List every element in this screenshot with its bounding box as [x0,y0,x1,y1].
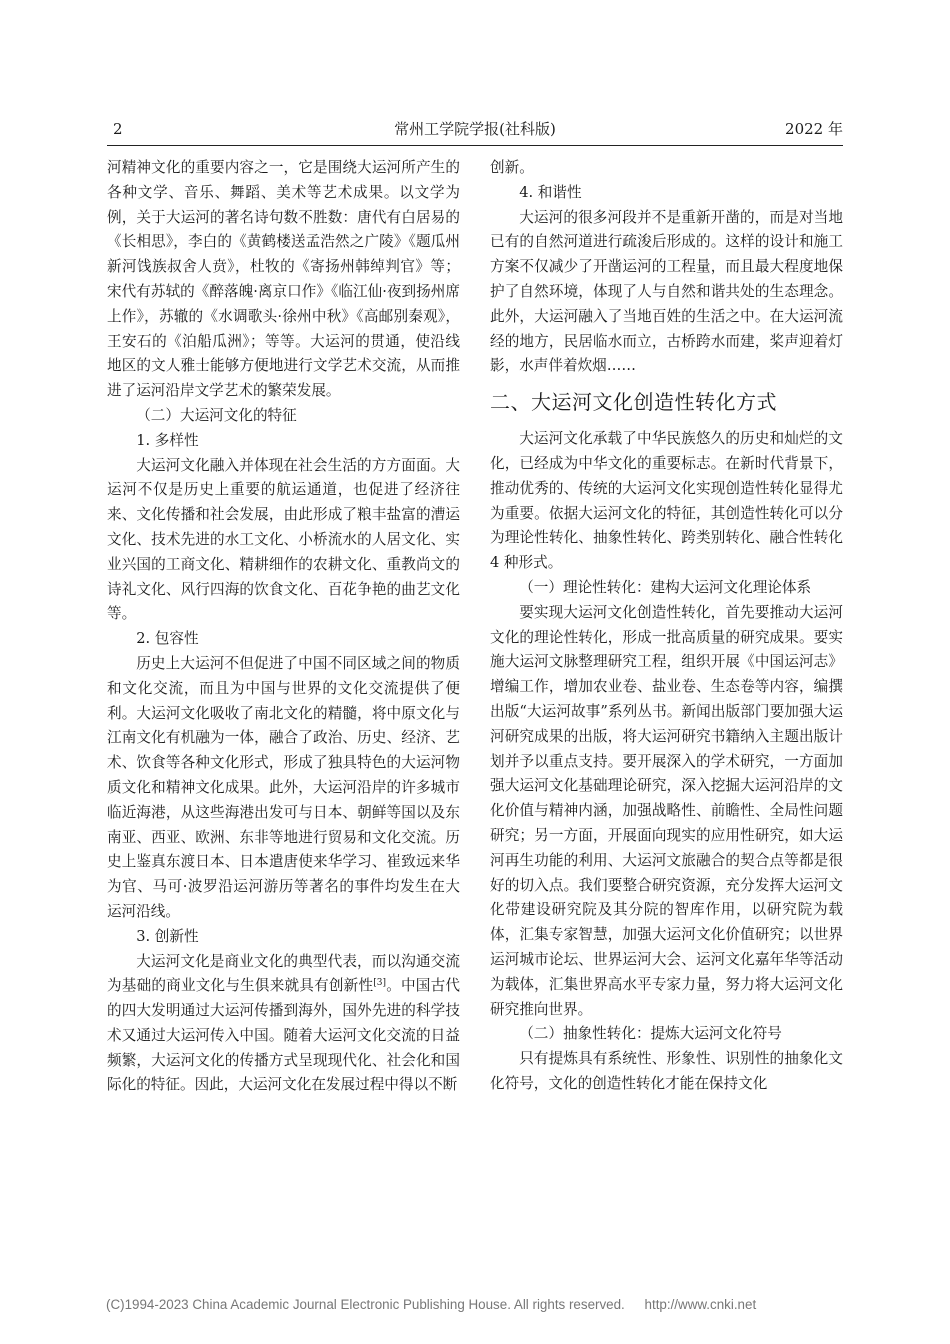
paragraph-innovation [107,950,460,1099]
paragraph-abstract: 只有提炼具有系统性、形象性、识别性的抽象化文化符号，文化的创造性转化才能在保持文化 [490,1050,843,1092]
journal-title: 常州工学院学报(社科版) [394,120,556,138]
paragraph-theory: 要实现大运河文化创造性转化，首先要推动大运河文化的理论性转化，形成一批高质量的研究成果。要实施大运河文脉整理研究工程，组织开展《中国运河志》增编工作，增加农业卷、盐业卷、生态卷等内容，编撰出版“大运河故事”系列丛书。新闻出版部门要加强大运河研究成果的出版，将大运河研究书籍纳入主题出版计划并予以重点支持。要开展深入的学术研究，一方面加强大运河文化基础理论研究，深入挖掘大运河沿岸的文化价值与精神内涵，加强战略性、前瞻性、全局性问题研究；另一方面，开展面向现实的应用性研究，如大运河再生功能的利用、大运河文旅融合的契合点等都是很好的切入点。我们要整合研究资源，充分发挥大运河文化带建设研究院及其分院的智库作用，以研究院为载体，汇集专家智慧，加强大运河文化价值研究；以世界运河城市论坛、世界运河大会、运河文化嘉年华等活动为载体，汇集世界高水平专家力量，努力将大运河文化研究推向世界。 [490,603,843,1018]
right-column [490,156,843,1097]
subheading-theory: （一）理论性转化：建构大运河文化理论体系 [519,578,812,596]
paragraph-continued: 创新。 [490,159,534,176]
innovation-text-b: 。中国古代的四大发明通过大运河传播到海外，国外先进的科学技术又通过大运河传入中国。随着大运河文化交流的日益频繁，大运河文化的传播方式呈现现代化、社会化和国际化的特征。因此，大运河文化在发展过程中得以不断 [107,977,460,1094]
copyright-footer [106,1297,846,1312]
cnki-link[interactable]: http://www.cnki.net [644,1297,757,1312]
innovation-text-a: 大运河文化是商业文化的典型代表，而以沟通交流为基础的商业文化与生俱来就具有创新性 [107,952,460,995]
section-title: 二、大运河文化创造性转化方式 [490,390,777,415]
paragraph-harmony: 大运河的很多河段并不是重新开凿的，而是对当地已有的自然河道进行疏浚后形成的。这样的设计和施工方案不仅减少了开凿运河的工程量，而且最大程度地保护了自然环境，体现了人与自然和谐共处的生态理念。此外，大运河融入了当地百姓的生活之中。在大运河流经的地方，民居临水而立，古桥跨水而建，桨声迎着灯影，水声伴着炊烟…… [490,208,843,375]
left-column [107,156,460,1098]
subheading-innovation: 3. 创新性 [136,927,199,945]
paragraph-intro: 大运河文化承载了中华民族悠久的历史和灿烂的文化，已经成为中华文化的重要标志。在新时代背景下，推动优秀的、传统的大运河文化实现创造性转化显得尤为重要。依据大运河文化的特征，其创造性转化可以分为理论性转化、抽象性转化、跨类别转化、融合性转化 4 种形式。 [490,430,843,572]
citation-ref: [3] [373,978,387,989]
journal-year: 2022 年 [785,120,843,138]
paragraph-inclusiveness: 历史上大运河不但促进了中国不同区域之间的物质和文化交流，而且为中国与世界的文化交流提供了便利。大运河文化吸收了南北文化的精髓，将中原文化与江南文化有机融为一体，融合了政治、历史、经济、艺术、饮食等各种文化形式，形成了独具特色的大运河物质文化和精神文化成果。此外，大运河沿岸的许多城市临近海港，从这些海港出发可与日本、朝鲜等国以及东南亚、西亚、欧洲、东非等地进行贸易和文化交流。历史上鉴真东渡日本、日本遣唐使来华学习、崔致远来华为官、马可·波罗沿运河游历等著名的事件均发生在大运河沿线。 [107,654,460,920]
paragraph-literature: 河精神文化的重要内容之一，它是围绕大运河所产生的各种文学、音乐、舞蹈、美术等艺术成果。以文学为例，关于大运河的著名诗句数不胜数：唐代有白居易的《长相思》，李白的《黄鹤楼送孟浩然之广陵》《题瓜州新河饯族叔舍人贲》，杜牧的《寄扬州韩绰判官》等；宋代有苏轼的《醉落魄·离京口作》《临江仙·夜到扬州席上作》，苏辙的《水调歌头·徐州中秋》《高邮别秦观》，王安石的《泊船瓜洲》；等等。大运河的贯通，使沿线地区的文人雅士能够方便地进行文学艺术交流，从而推进了运河沿岸文学艺术的繁荣发展。 [107,159,460,400]
copyright-text: (C)1994-2023 China Academic Journal Electronic Publishing House. All rights reserved. [106,1297,625,1312]
paragraph-diversity: 大运河文化融入并体现在社会生活的方方面面。大运河不仅是历史上重要的航运通道，也促进了经济往来、文化传播和社会发展，由此形成了粮丰盐富的漕运文化、技术先进的水工文化、小桥流水的人居文化、实业兴国的工商文化、精耕细作的农耕文化、重教尚文的诗礼文化、风行四海的饮食文化、百花争艳的曲艺文化等。 [107,456,460,623]
subheading-harmony: 4. 和谐性 [519,183,582,201]
page-number: 2 [113,120,123,138]
subheading-features: （二）大运河文化的特征 [136,406,297,424]
header-rule [107,145,843,146]
running-header [107,119,843,145]
subheading-diversity: 1. 多样性 [136,431,199,449]
subheading-inclusiveness: 2. 包容性 [136,630,199,648]
subheading-abstract: （二）抽象性转化：提炼大运河文化符号 [519,1025,782,1043]
